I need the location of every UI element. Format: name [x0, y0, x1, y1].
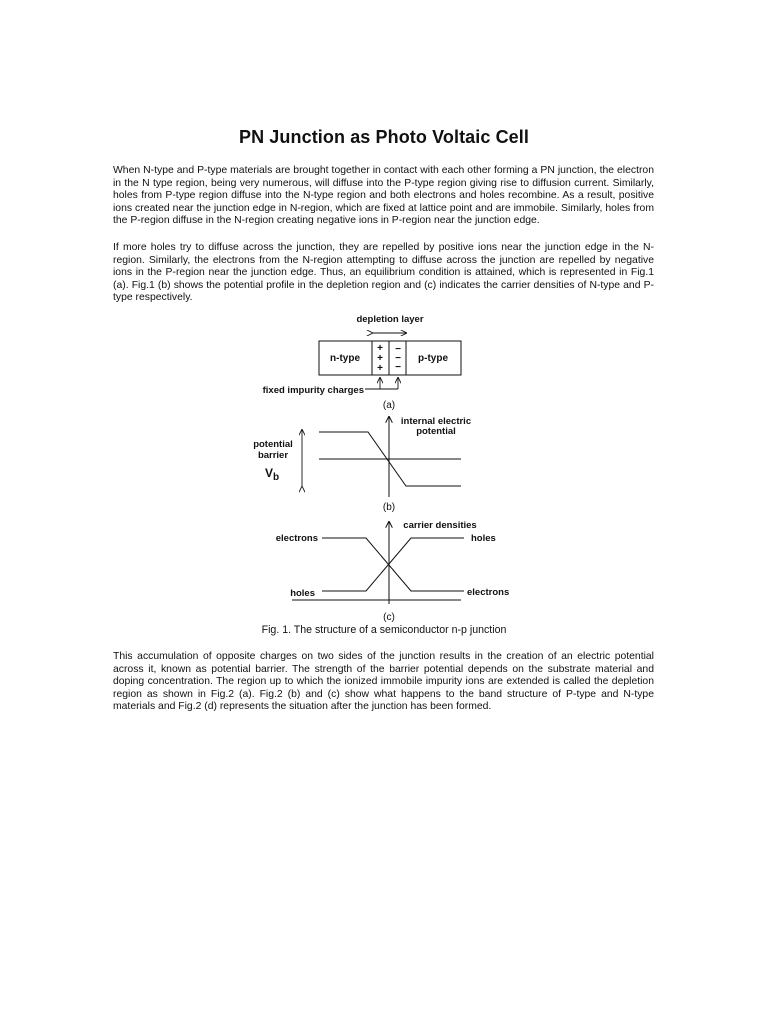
figure-caption: Fig. 1. The structure of a semiconductor n-p junction [261, 624, 507, 636]
hole-density-curve [322, 538, 464, 591]
depletion-layer-label: depletion layer [356, 314, 424, 325]
figure-1-diagram [240, 312, 530, 623]
paragraph-1: When N-type and P-type materials are brought together in contact with each other forming a PN junction, the electron in the N type region, being very numerous, will diffuse into the P-type region giving rise to diffusion current. Similarly, holes from P-type region diffuse into the N-type region and both electrons and holes recombine. As a result, positive ions created near the junction edge in N-region, which are fixed at lattice point and are immobile. Similarly, holes from the P-region diffuse in the N-region creating negative ions in P-region near the junction edge. [113, 165, 654, 227]
minus-charge: − [395, 362, 401, 373]
figure-1 [240, 312, 530, 623]
electrons-right-label: electrons [467, 587, 510, 598]
subfigure-b-label: (b) [382, 502, 396, 513]
potential-barrier-label-1: potential [253, 439, 293, 450]
subfigure-a-label: (a) [382, 400, 396, 411]
plus-charge: + [377, 343, 383, 354]
plus-charge: + [377, 353, 383, 364]
minus-charge: − [395, 344, 401, 355]
page-title: PN Junction as Photo Voltaic Cell [238, 127, 529, 147]
holes-left-label: holes [290, 588, 315, 599]
potential-barrier-label-2: barrier [257, 450, 289, 461]
carrier-densities-label: carrier densities [403, 520, 477, 531]
n-type-label: n-type [330, 353, 360, 364]
subfigure-c-label: (c) [383, 612, 395, 623]
minus-charge: − [395, 353, 401, 364]
paragraph-3: This accumulation of opposite charges on two sides of the junction results in the creation of an electric potential across it, known as potential barrier. The strength of the barrier potential depends on the substrate material and doping concentration. The region up to which the ionized immobile impurity ions are extended is called the depletion region as shown in Fig.2 (a). Fig.2 (b) and (c) show what happens to the band structure of P-type and N-type materials and Fig.2 (d) represents the situation after the junction has been formed. [113, 651, 654, 713]
p-type-label: p-type [418, 353, 448, 364]
internal-potential-label-2: potential [416, 426, 456, 437]
vb-symbol: $V_b$ [265, 466, 280, 483]
plus-charge: + [377, 363, 383, 374]
paragraph-2: If more holes try to diffuse across the junction, they are repelled by positive ions near the junction edge in the N-region. Similarly, the electrons from the N-region attempting to diffuse across the junction are repelled by negative ions in the P-region near the junction edge. Thus, an equilibrium condition is attained, which is represented in Fig.1 (a). Fig.1 (b) shows the potential profile in the depletion region and (c) indicates the carrier densities of N-type and P-type respectively. [113, 242, 654, 304]
fixed-impurity-label: fixed impurity charges [262, 385, 364, 396]
electrons-left-label: electrons [275, 533, 318, 544]
electron-density-curve [322, 538, 464, 591]
internal-potential-label-1: internal electric [400, 416, 472, 427]
holes-right-label: holes [471, 533, 496, 544]
